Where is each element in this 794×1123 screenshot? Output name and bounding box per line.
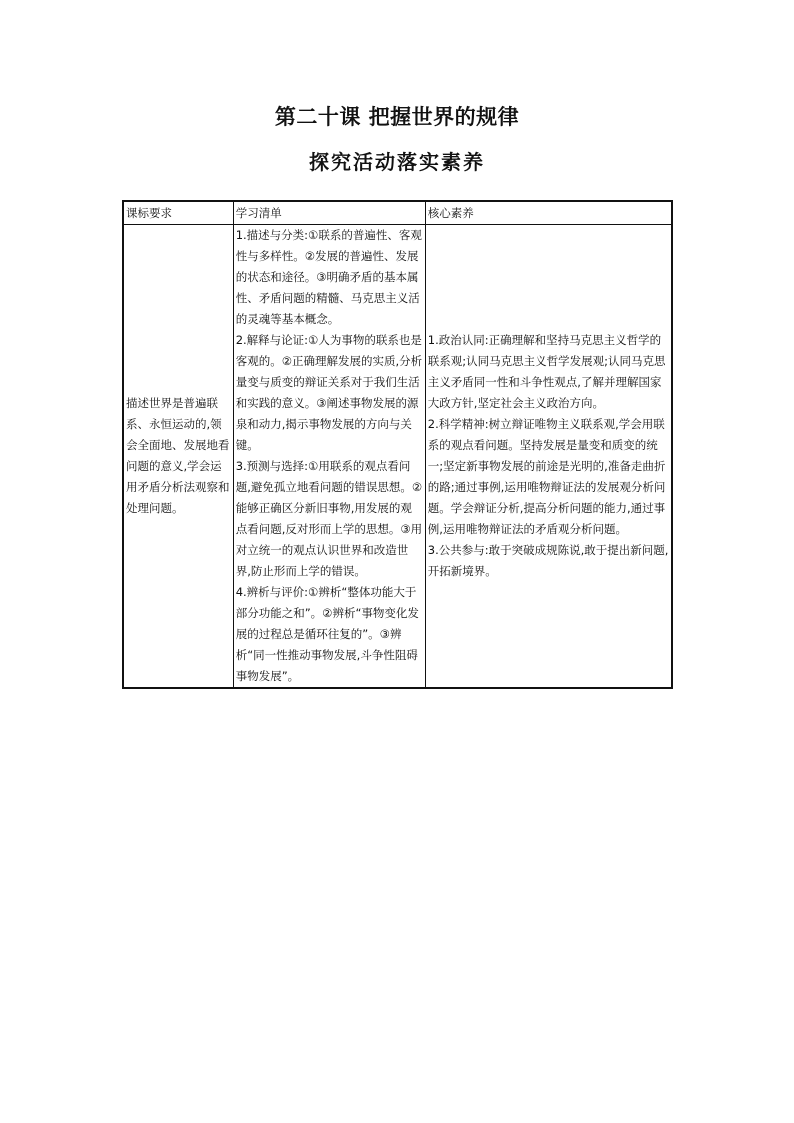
lesson-table bbox=[122, 200, 673, 689]
page-subtitle: 探究活动落实素养 bbox=[309, 150, 485, 174]
header-curriculum-requirement: 课标要求 bbox=[123, 201, 233, 225]
header-study-list: 学习清单 bbox=[233, 201, 425, 225]
literacy-item-public-participation: 3.公共参与:敢于突破成规陈说,敢于提出新问题,开拓新境界。 bbox=[427, 543, 669, 578]
study-item-prediction: 3.预测与选择:①用联系的观点看问题,避免孤立地看问题的错误思想。②能够正确区分新旧事物,用发展的观点看问题,反对形而上学的思想。③用对立统一的观点认识世界和改造世界,防止形而上学的错误。 bbox=[235, 459, 423, 578]
table-header-row bbox=[123, 201, 672, 225]
header-core-literacy: 核心素养 bbox=[425, 201, 672, 225]
literacy-item-political-identity: 1.政治认同:正确理解和坚持马克思主义哲学的联系观;认同马克思主义哲学发展观;认同马克思主义矛盾同一性和斗争性观点,了解并理解国家大政方针,坚定社会主义政治方向。 bbox=[427, 333, 666, 410]
study-item-description: 1.描述与分类:①联系的普遍性、客观性与多样性。②发展的普遍性、发展的状态和途径。③明确矛盾的基本属性、矛盾问题的精髓、马克思主义活的灵魂等基本概念。 bbox=[235, 228, 422, 326]
study-list-cell bbox=[233, 225, 425, 689]
study-item-explanation: 2.解释与论证:①人为事物的联系也是客观的。②正确理解发展的实质,分析量变与质变的辩证关系对于我们生活和实践的意义。③阐述事物发展的源泉和动力,揭示事物发展的方向与关键。 bbox=[235, 333, 423, 452]
literacy-item-scientific-spirit: 2.科学精神:树立辩证唯物主义联系观,学会用联系的观点看问题。坚持发展是量变和质变的统一;坚定新事物发展的前途是光明的,准备走曲折的路;通过事例,运用唯物辩证法的发展观分析问题。学会辩证分析,提高分析问题的能力,通过事例,运用唯物辩证法的矛盾观分析问题。 bbox=[427, 417, 666, 536]
core-literacy-cell bbox=[425, 225, 672, 689]
table-row bbox=[123, 225, 672, 689]
study-item-evaluation: 4.辨析与评价:①辨析“整体功能大于部分功能之和”。②辨析“事物变化发展的过程总是循环往复的”。③辨析“同一性推动事物发展,斗争性阻碍事物发展”。 bbox=[235, 585, 419, 683]
page-title: 第二十课 把握世界的规律 bbox=[274, 104, 520, 129]
curriculum-requirement-cell: 描述世界是普遍联系、永恒运动的,领会全面地、发展地看问题的意义,学会运用矛盾分析法观察和处理问题。 bbox=[123, 225, 233, 689]
